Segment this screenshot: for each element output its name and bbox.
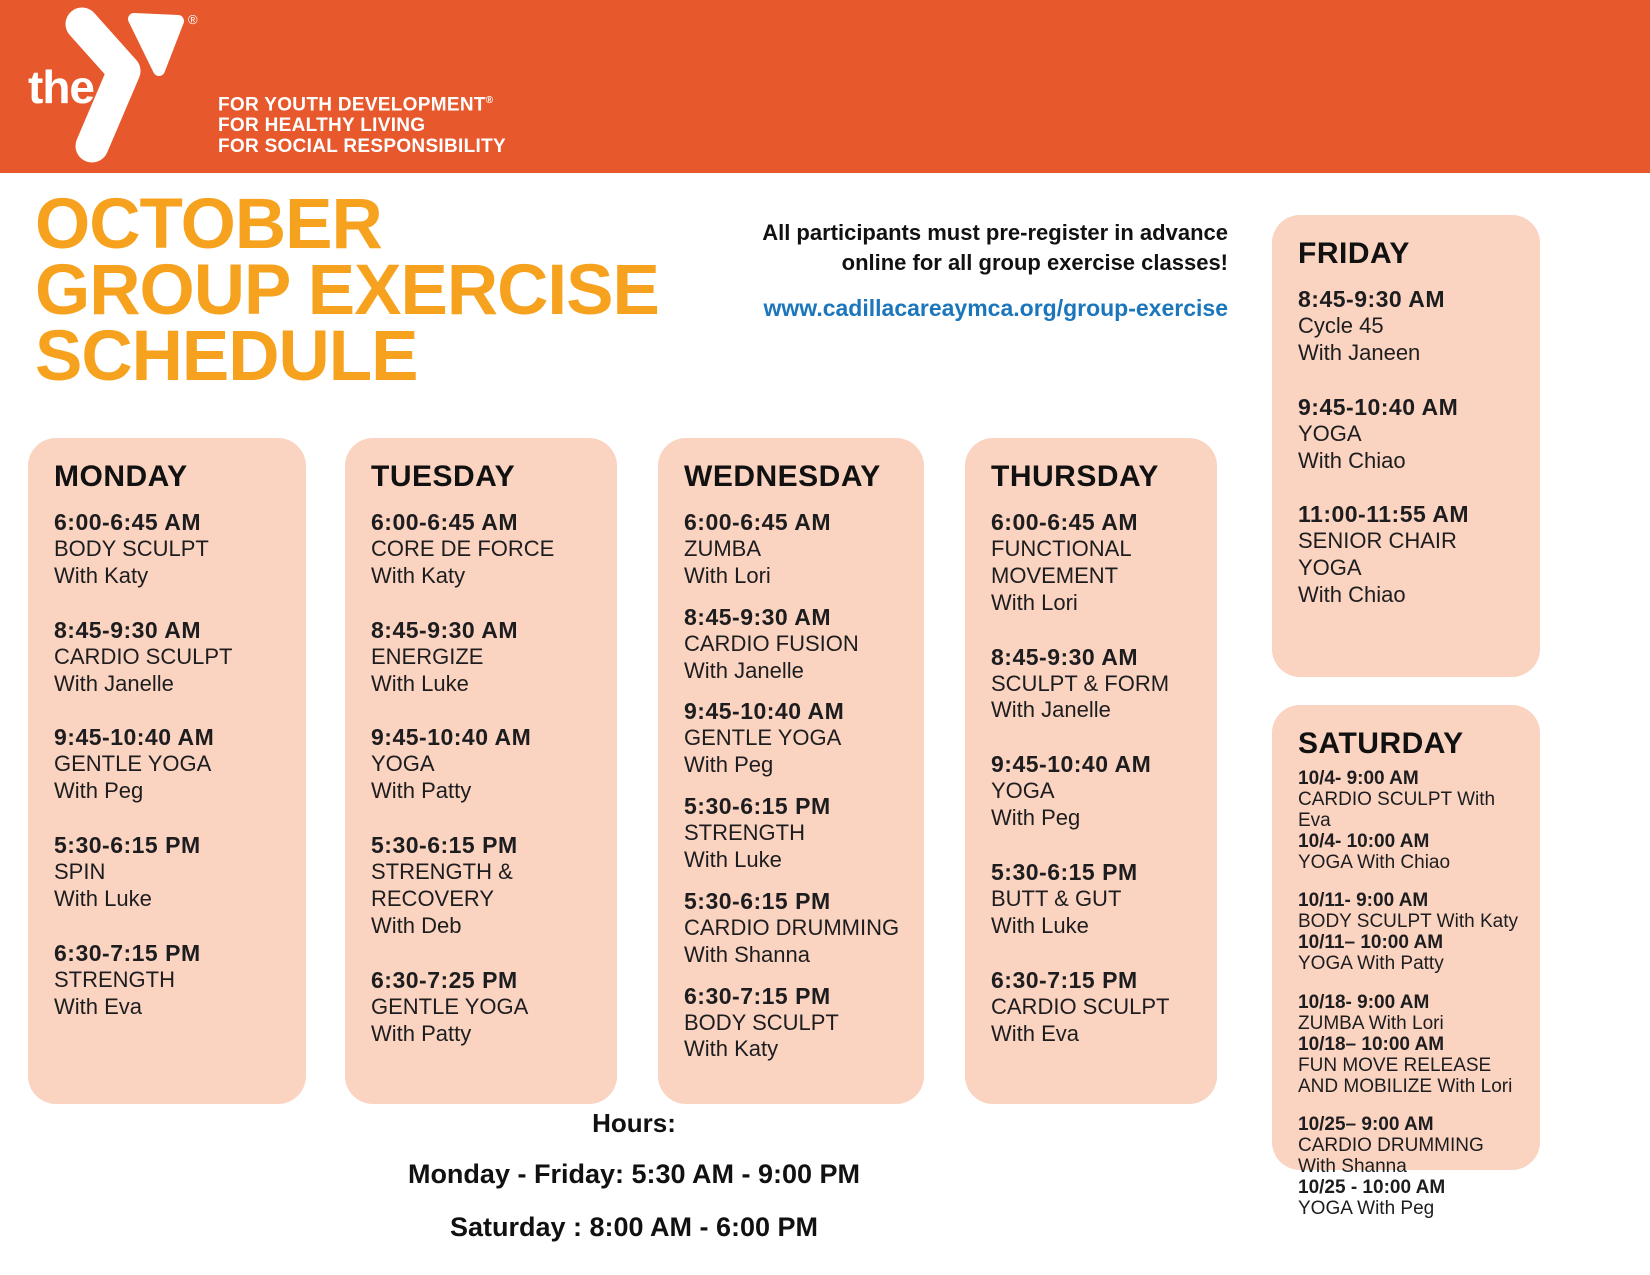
title-line-1: OCTOBER — [35, 185, 382, 264]
class-entry — [991, 966, 1199, 1048]
class-time: 9:45-10:40 AM — [684, 698, 845, 725]
registration-link[interactable]: www.cadillacareaymca.org/group-exercise — [763, 295, 1228, 321]
class-title: ZUMBA With Lori — [1298, 1012, 1444, 1034]
class-title: ENERGIZE — [371, 643, 484, 669]
class-instructor: With Peg — [54, 778, 144, 804]
class-entry — [54, 831, 288, 913]
class-time: 10/25 - 10:00 AM — [1298, 1177, 1446, 1199]
class-title: YOGA With Patty — [1298, 953, 1444, 975]
hours-saturday: Saturday : 8:00 AM - 6:00 PM — [449, 1212, 819, 1242]
class-time: 6:30-7:15 PM — [54, 939, 201, 966]
class-time: 6:30-7:15 PM — [991, 966, 1138, 993]
class-entry — [54, 939, 288, 1021]
class-time: 8:45-9:30 AM — [991, 643, 1139, 670]
class-time: 10/18- 9:00 AM — [1298, 992, 1430, 1014]
class-time: 5:30-6:15 PM — [684, 793, 831, 820]
class-title: STRENGTH — [684, 820, 805, 846]
class-entry — [54, 723, 288, 805]
class-time: 9:45-10:40 AM — [991, 751, 1152, 778]
class-time: 6:30-7:25 PM — [371, 966, 518, 993]
class-title: FUN MOVE RELEASE AND MOBILIZE With Lori — [1298, 1054, 1513, 1097]
class-title: BUTT & GUT — [991, 885, 1122, 911]
class-time: 5:30-6:15 PM — [54, 832, 201, 859]
class-time: 8:45-9:30 AM — [54, 616, 202, 643]
class-time: 6:00-6:45 AM — [371, 509, 519, 535]
class-title: GENTLE YOGA — [684, 725, 842, 751]
class-instructor: With Eva — [54, 993, 143, 1019]
class-entry — [684, 508, 906, 590]
class-title: CARDIO SCULPT With Eva — [1298, 788, 1496, 831]
class-title: YOGA With Chiao — [1298, 851, 1451, 873]
title-line-2: GROUP EXERCISE — [35, 251, 659, 330]
tagline-line-1: FOR YOUTH DEVELOPMENT® — [218, 94, 494, 116]
class-title: CARDIO SCULPT — [991, 993, 1170, 1019]
class-title: SENIOR CHAIR YOGA — [1298, 528, 1457, 581]
saturday-date-group — [1298, 891, 1522, 975]
class-time: 6:00-6:45 AM — [684, 509, 832, 535]
class-time: 6:00-6:45 AM — [54, 509, 202, 535]
class-instructor: With Katy — [54, 562, 149, 588]
class-instructor: With Eva — [991, 1020, 1080, 1046]
class-time: 10/4- 9:00 AM — [1298, 768, 1419, 789]
class-instructor: With Peg — [684, 752, 774, 778]
class-entry — [371, 508, 599, 590]
class-entry — [684, 697, 906, 779]
pre-register-notice — [700, 218, 1228, 322]
class-entry — [991, 750, 1199, 832]
class-entry — [1298, 500, 1522, 609]
class-time: 10/4- 10:00 AM — [1298, 830, 1430, 852]
class-title: YOGA — [991, 778, 1055, 804]
tagline — [218, 90, 506, 157]
class-title: CARDIO SCULPT — [54, 643, 233, 669]
class-time: 8:45-9:30 AM — [1298, 286, 1446, 312]
logo-registered-mark: ® — [188, 12, 198, 27]
class-instructor: With Janelle — [54, 670, 174, 696]
class-entry — [371, 831, 599, 940]
day-card-wednesday — [658, 438, 924, 1104]
class-instructor: With Janelle — [991, 697, 1111, 723]
class-instructor: With Shanna — [684, 941, 810, 967]
day-heading: WEDNESDAY — [684, 460, 881, 493]
day-card-friday — [1272, 215, 1540, 677]
class-time: 9:45-10:40 AM — [1298, 393, 1459, 420]
class-title: BODY SCULPT — [684, 1009, 839, 1035]
class-title: YOGA — [1298, 420, 1362, 446]
class-entry — [684, 603, 906, 685]
hours-section — [0, 1108, 1268, 1265]
saturday-date-group — [1298, 1115, 1522, 1219]
class-time: 6:30-7:15 PM — [684, 982, 831, 1009]
day-heading: THURSDAY — [991, 460, 1159, 493]
day-heading: FRIDAY — [1298, 237, 1410, 270]
class-instructor: With Katy — [371, 562, 466, 588]
class-instructor: With Deb — [371, 912, 462, 938]
class-title: FUNCTIONAL MOVEMENT — [991, 536, 1131, 588]
page-title — [35, 185, 659, 396]
class-instructor: With Patty — [371, 1020, 472, 1046]
class-instructor: With Luke — [991, 912, 1089, 938]
class-title: SPIN — [54, 859, 106, 885]
class-time: 5:30-6:15 PM — [991, 858, 1138, 885]
class-title: GENTLE YOGA — [54, 751, 212, 777]
class-instructor: With Lori — [991, 589, 1078, 615]
class-title: SCULPT & FORM — [991, 670, 1170, 696]
day-card-monday — [28, 438, 306, 1104]
class-instructor: With Luke — [371, 670, 469, 696]
saturday-date-group — [1298, 993, 1522, 1097]
class-instructor: With Chiao — [1298, 582, 1406, 608]
class-title: ZUMBA — [684, 536, 761, 562]
class-time: 10/11– 10:00 AM — [1298, 932, 1444, 954]
class-entry — [1298, 393, 1522, 475]
class-instructor: With Chiao — [1298, 447, 1406, 473]
saturday-date-group — [1298, 769, 1522, 873]
class-title: CORE DE FORCE — [371, 536, 555, 562]
tagline-line-3: FOR SOCIAL RESPONSIBILITY — [218, 136, 506, 158]
class-entry — [991, 858, 1199, 940]
class-instructor: With Janeen — [1298, 339, 1421, 365]
ymca-y-logo-icon — [62, 4, 194, 166]
class-time: 8:45-9:30 AM — [684, 603, 832, 630]
class-entry — [54, 616, 288, 698]
day-card-tuesday — [345, 438, 617, 1104]
class-instructor: With Katy — [684, 1036, 779, 1062]
class-entry — [1298, 285, 1522, 367]
class-title: CARDIO DRUMMING — [684, 914, 900, 940]
class-entry — [684, 887, 906, 969]
tagline-registered-mark: ® — [485, 95, 494, 106]
day-heading: TUESDAY — [371, 460, 516, 493]
class-time: 5:30-6:15 PM — [371, 832, 518, 859]
class-instructor: With Patty — [371, 778, 472, 804]
class-time: 9:45-10:40 AM — [54, 724, 215, 751]
notice-line-1: All participants must pre-register in advance — [762, 220, 1228, 245]
class-time: 10/11- 9:00 AM — [1298, 890, 1429, 912]
class-title: STRENGTH & RECOVERY — [371, 859, 513, 911]
class-title: CARDIO DRUMMING With Shanna — [1298, 1135, 1484, 1178]
hours-heading: Hours: — [592, 1108, 676, 1138]
class-instructor: With Luke — [54, 885, 152, 911]
class-title: YOGA With Peg — [1298, 1198, 1435, 1220]
class-title: GENTLE YOGA — [371, 993, 529, 1019]
logo-the-text: the — [28, 61, 94, 113]
header-bar — [0, 0, 1650, 173]
class-title: YOGA — [371, 751, 435, 777]
hours-weekday: Monday - Friday: 5:30 AM - 9:00 PM — [407, 1159, 861, 1189]
class-entry — [684, 792, 906, 874]
class-entry — [991, 508, 1199, 617]
class-entry — [991, 643, 1199, 725]
class-title: CARDIO FUSION — [684, 630, 859, 656]
logo-ymca-text: YMCA — [110, 105, 154, 150]
title-line-3: SCHEDULE — [35, 317, 418, 396]
class-time: 11:00-11:55 AM — [1298, 501, 1470, 528]
class-title: BODY SCULPT With Katy — [1298, 911, 1518, 933]
class-instructor: With Janelle — [684, 657, 804, 683]
tagline-line-2: FOR HEALTHY LIVING — [218, 115, 426, 137]
class-entry — [684, 982, 906, 1064]
class-time: 10/18– 10:00 AM — [1298, 1033, 1445, 1055]
class-time: 5:30-6:15 PM — [684, 887, 831, 914]
class-instructor: With Lori — [684, 562, 771, 588]
day-heading: MONDAY — [54, 460, 188, 493]
class-time: 9:45-10:40 AM — [371, 724, 532, 751]
class-title: STRENGTH — [54, 966, 175, 992]
day-card-thursday — [965, 438, 1217, 1104]
class-entry — [371, 723, 599, 805]
class-time: 10/25– 9:00 AM — [1298, 1114, 1434, 1136]
class-entry — [54, 508, 288, 590]
class-instructor: With Peg — [991, 805, 1081, 831]
class-title: Cycle 45 — [1298, 313, 1384, 339]
class-time: 8:45-9:30 AM — [371, 616, 519, 643]
class-time: 6:00-6:45 AM — [991, 509, 1139, 535]
day-card-saturday — [1272, 705, 1540, 1220]
class-title: BODY SCULPT — [54, 536, 209, 562]
day-heading: SATURDAY — [1298, 727, 1464, 760]
class-instructor: With Luke — [684, 846, 782, 872]
class-entry — [371, 616, 599, 698]
notice-line-2: online for all group exercise classes! — [841, 250, 1228, 275]
class-entry — [371, 966, 599, 1048]
